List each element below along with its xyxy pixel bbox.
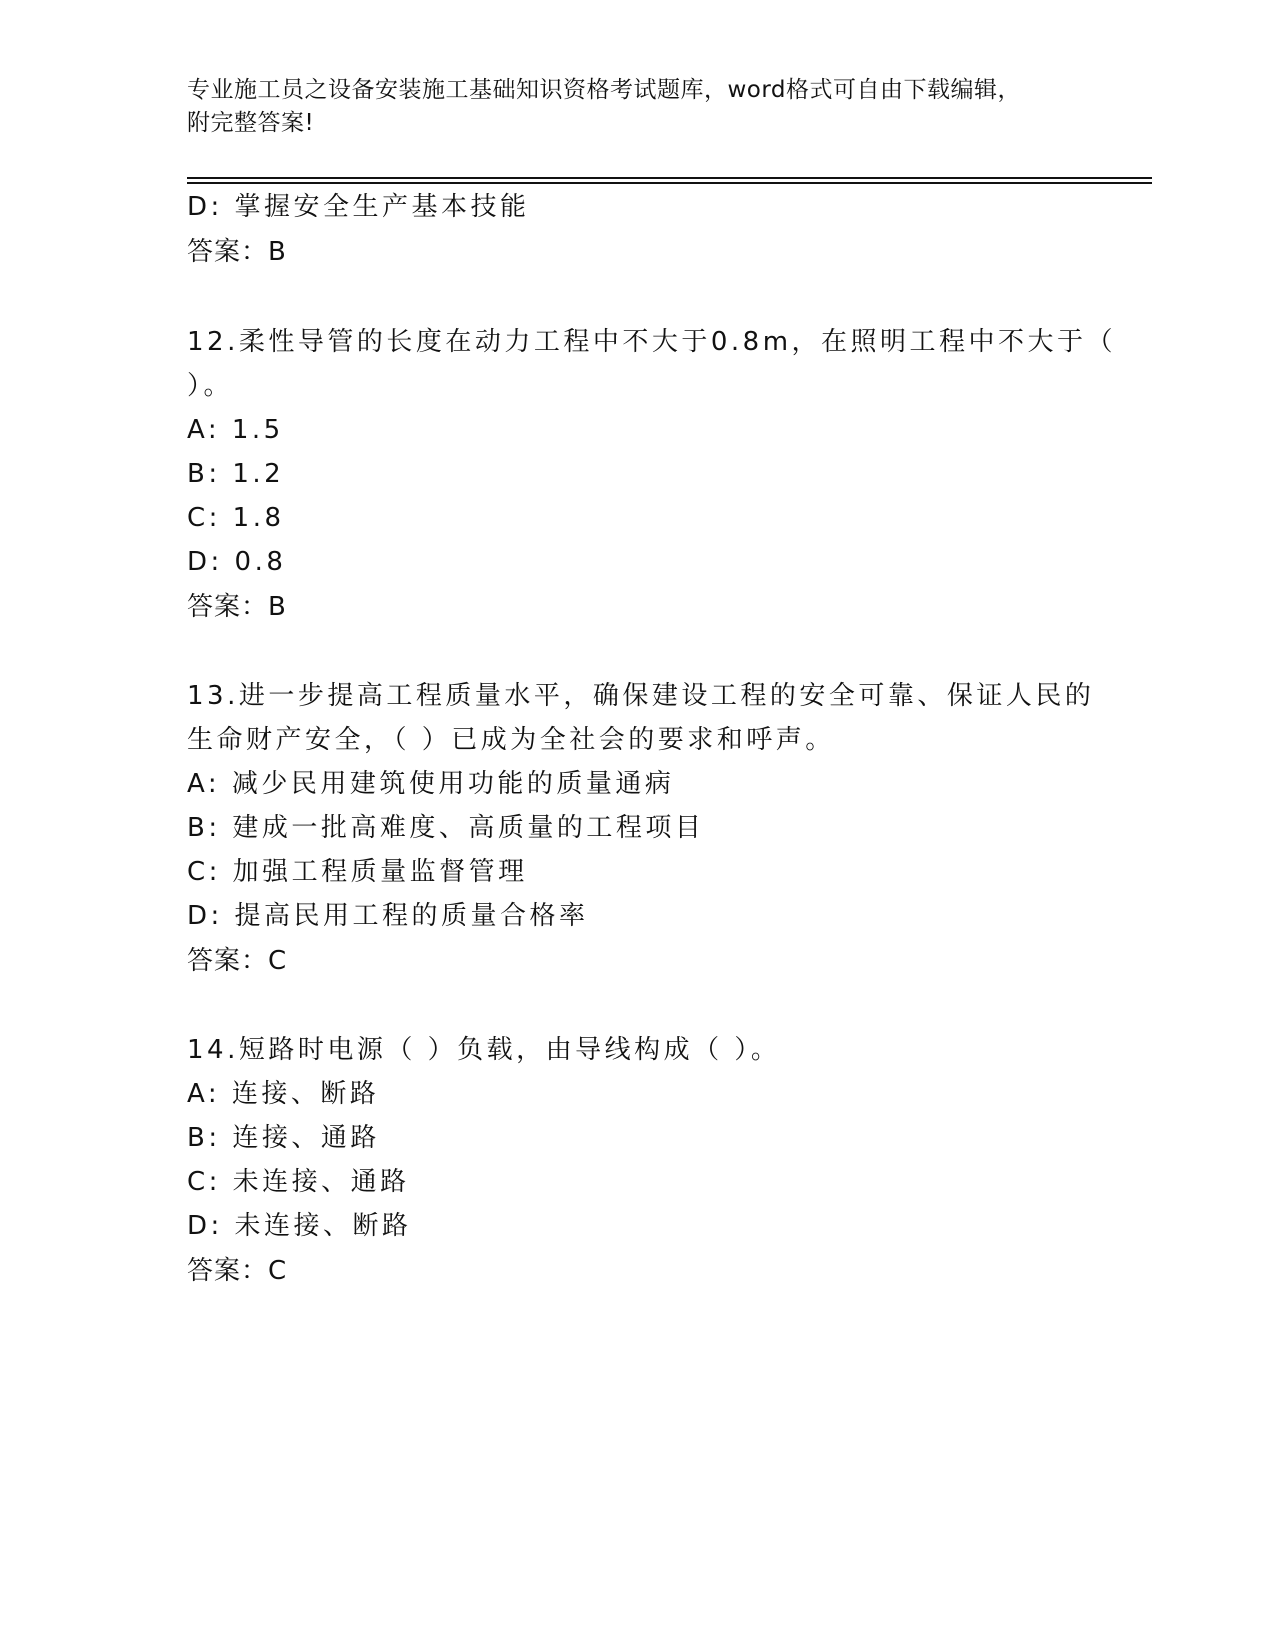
q13-stem-line-2: 生命财产安全，（ ）已成为全社会的要求和呼声。 bbox=[187, 725, 835, 755]
document-header bbox=[187, 74, 1087, 140]
q13-option-a: A: 减少民用建筑使用功能的质量通病 bbox=[187, 769, 675, 799]
header-title-line-2: 附完整答案! bbox=[187, 110, 315, 136]
q12-option-a: A: 1.5 bbox=[187, 415, 284, 445]
q13-option-d: D: 提高民用工程的质量合格率 bbox=[187, 901, 589, 931]
q11-answer: 答案：B bbox=[187, 237, 287, 267]
q13-stem-line-1: 13.进一步提高工程质量水平，确保建设工程的安全可靠、保证人民的 bbox=[187, 681, 1095, 711]
q11-option-d: D: 掌握安全生产基本技能 bbox=[187, 192, 530, 222]
header-divider-top bbox=[187, 177, 1152, 179]
header-title-line-1: 专业施工员之设备安装施工基础知识资格考试题库，word格式可自由下载编辑， bbox=[187, 77, 1022, 103]
q12-answer: 答案：B bbox=[187, 592, 287, 622]
q12-stem-line-2: ）。 bbox=[187, 371, 234, 401]
q14-answer: 答案：C bbox=[187, 1256, 288, 1286]
q12-option-d: D: 0.8 bbox=[187, 547, 287, 577]
q14-option-a: A: 连接、断路 bbox=[187, 1079, 380, 1109]
q13-answer: 答案：C bbox=[187, 946, 288, 976]
q12-stem-line-1: 12.柔性导管的长度在动力工程中不大于0.8m，在照明工程中不大于（ bbox=[187, 327, 1117, 357]
q12-option-c: C: 1.8 bbox=[187, 503, 285, 533]
q14-option-c: C: 未连接、通路 bbox=[187, 1167, 410, 1197]
header-divider-bottom bbox=[187, 182, 1152, 184]
q12-option-b: B: 1.2 bbox=[187, 459, 285, 489]
q14-stem-line-1: 14.短路时电源（ ）负载，由导线构成（ ）。 bbox=[187, 1035, 781, 1065]
q14-option-b: B: 连接、通路 bbox=[187, 1123, 380, 1153]
q13-option-b: B: 建成一批高难度、高质量的工程项目 bbox=[187, 813, 705, 843]
q14-option-d: D: 未连接、断路 bbox=[187, 1211, 412, 1241]
q13-option-c: C: 加强工程质量监督管理 bbox=[187, 857, 528, 887]
